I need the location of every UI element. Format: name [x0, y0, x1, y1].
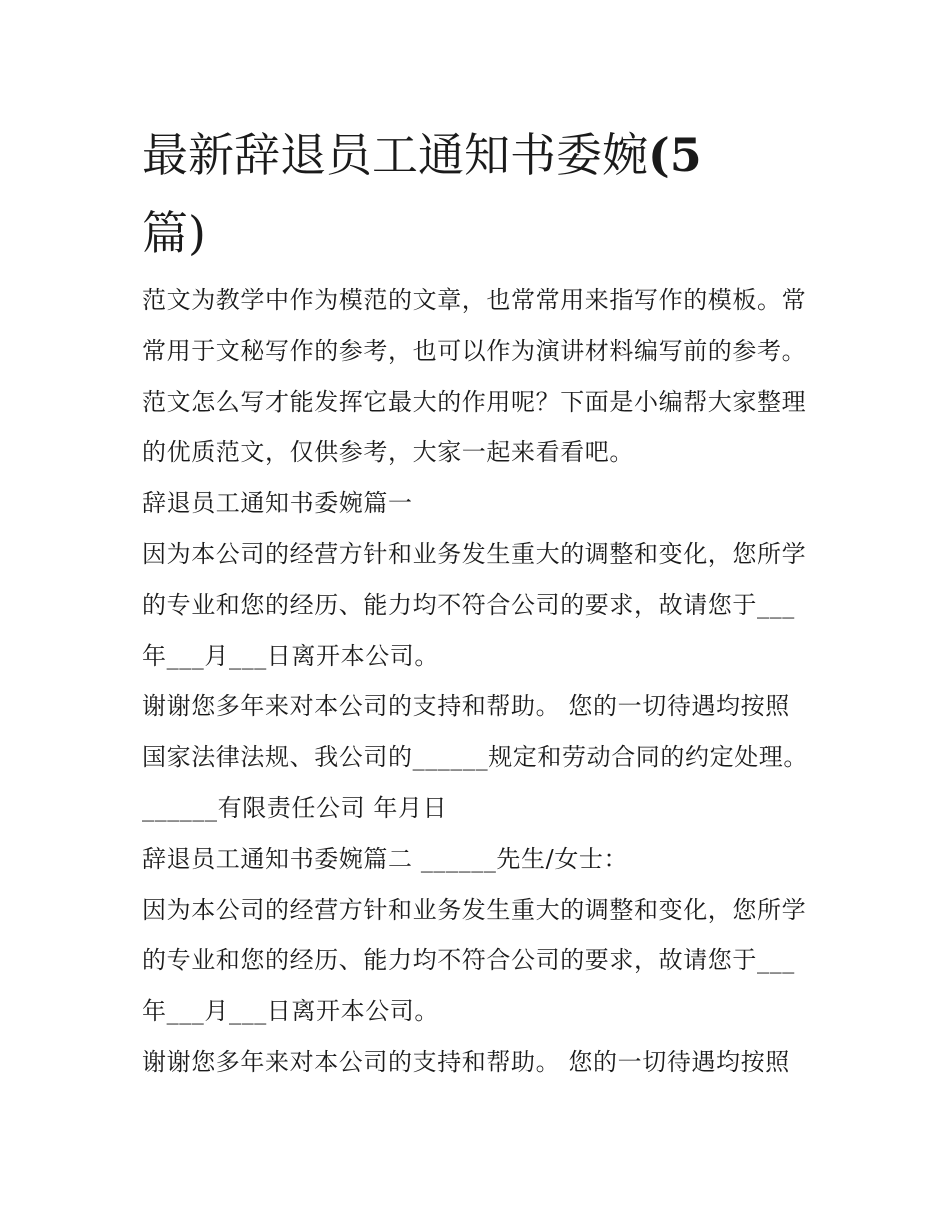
body-line: 范文怎么写才能发挥它最大的作用呢？下面是小编帮大家整理 — [142, 387, 807, 416]
body-line: 的专业和您的经历、能力均不符合公司的要求，故请您于___ — [142, 590, 795, 619]
body-line: 年___月___日离开本公司。 — [142, 997, 439, 1026]
body-line: 谢谢您多年来对本公司的支持和帮助。 您的一切待遇均按照 — [142, 692, 790, 721]
body-line: 的专业和您的经历、能力均不符合公司的要求，故请您于___ — [142, 946, 795, 975]
body-line: 因为本公司的经营方针和业务发生重大的调整和变化，您所学 — [142, 895, 807, 924]
document-body — [142, 275, 818, 1088]
body-line: 因为本公司的经营方针和业务发生重大的调整和变化，您所学 — [142, 539, 807, 568]
title-text-continued: 篇) — [142, 206, 206, 260]
title-text: 最新辞退员工通知书委婉 — [142, 128, 648, 182]
title-count: (5 — [648, 128, 702, 182]
body-line: 的优质范文，仅供参考，大家一起来看看吧。 — [142, 438, 634, 467]
body-line: 年___月___日离开本公司。 — [142, 641, 439, 670]
signature-line: ______有限责任公司 年月日 — [142, 793, 448, 822]
section-heading: 辞退员工通知书委婉篇二 ______先生/女士： — [142, 844, 629, 873]
body-line: 谢谢您多年来对本公司的支持和帮助。 您的一切待遇均按照 — [142, 1047, 790, 1076]
body-line: 国家法律法规、我公司的______规定和劳动合同的约定处理。 — [142, 743, 808, 772]
section-heading: 辞退员工通知书委婉篇一 — [142, 489, 413, 518]
body-line: 范文为教学中作为模范的文章，也常常用来指写作的模板。常 — [142, 286, 807, 314]
document-title — [142, 116, 782, 272]
body-line: 常用于文秘写作的参考，也可以作为演讲材料编写前的参考。 — [142, 336, 807, 365]
